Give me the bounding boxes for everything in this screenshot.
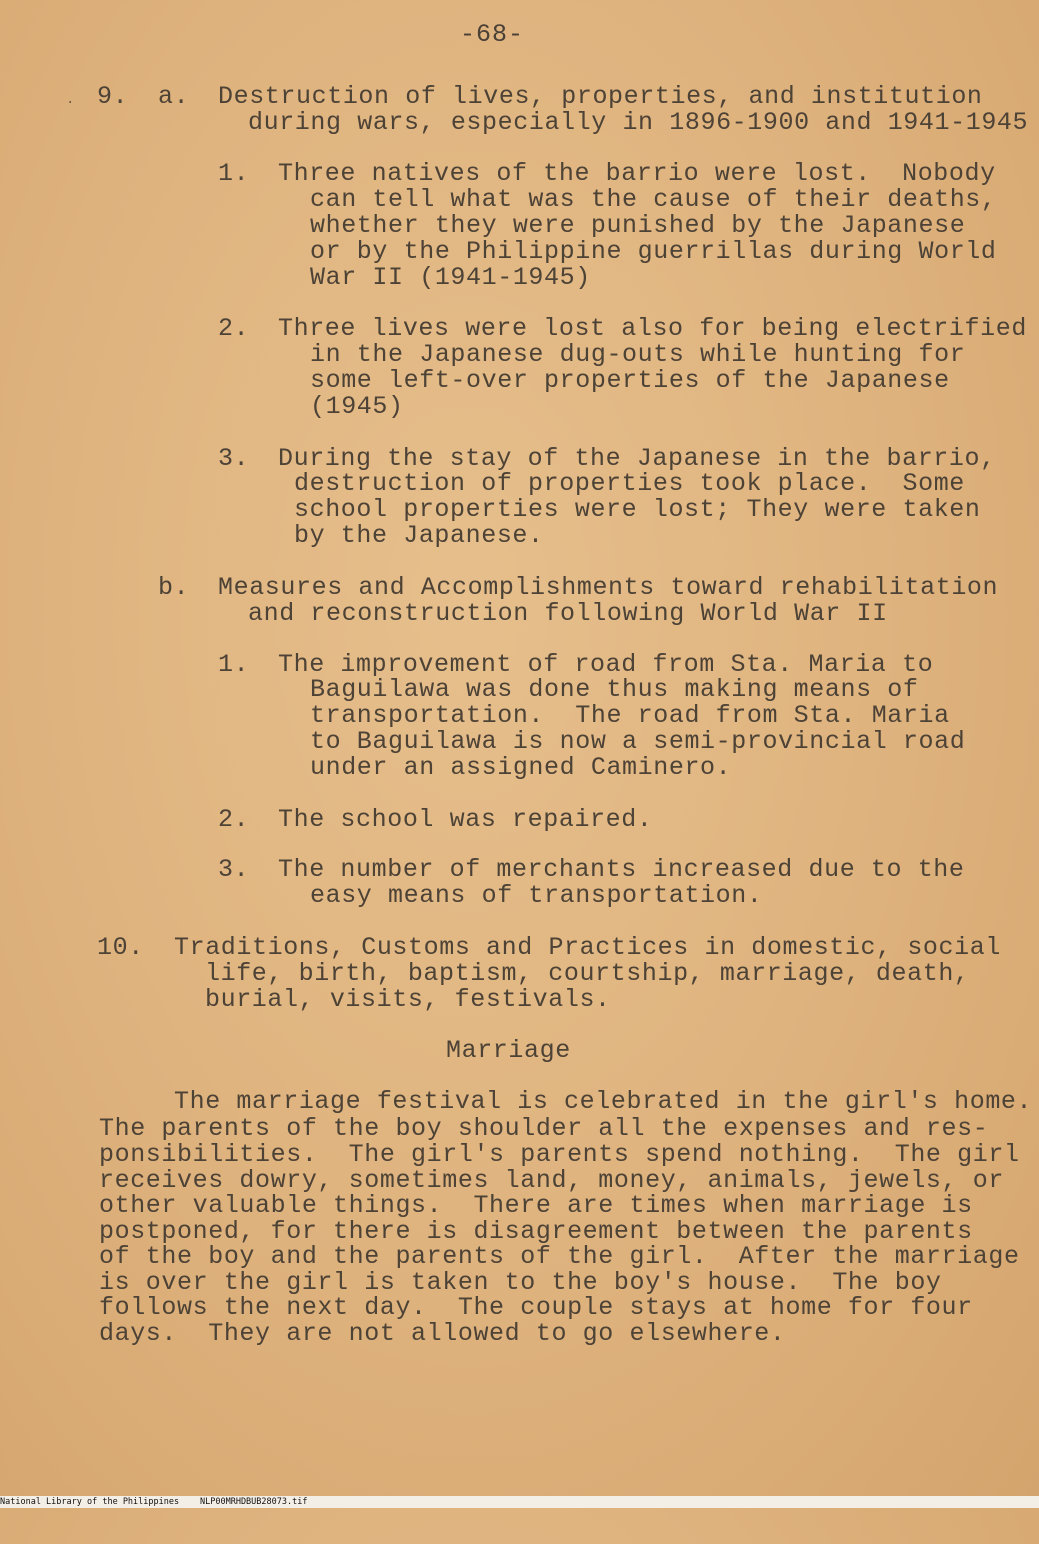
marriage-paragraph-line: is over the girl is taken to the boy's house. The boy [99,1268,942,1297]
item-9a-heading-line-2: during wars, especially in 1896-1900 and 1941-1945 [248,108,1029,137]
item-9a-3-line: by the Japanese. [294,521,544,550]
item-9b-1-line: transportation. The road from Sta. Maria [310,701,950,730]
item-9b-1-line: to Baguilawa is now a semi-provincial road [310,727,966,756]
scan-footer [0,1496,1039,1508]
item-9b-heading-line-2: and reconstruction following World War II [248,599,888,628]
item-9b-1-number: 1. [218,650,250,679]
item-9a-1-line: or by the Philippine guerrillas during World [310,237,997,266]
marriage-paragraph-line: receives dowry, sometimes land, money, animals, jewels, or [99,1166,1004,1195]
item-9a-3-line: destruction of properties took place. Some [294,469,965,498]
marriage-paragraph-line: other valuable things. There are times when marriage is [99,1191,973,1220]
item-10-line: Traditions, Customs and Practices in domestic, social [174,933,1001,962]
page-number: -68- [460,20,525,49]
item-9b-1-line: Baguilawa was done thus making means of [310,675,919,704]
footer-library: National Library of the Philippines [0,1497,180,1507]
item-9b-2-line: The school was repaired. [278,805,653,834]
item-9a-3-line: During the stay of the Japanese in the barrio, [278,444,996,473]
margin-mark: · [66,95,75,111]
item-9-number: 9. [97,82,129,111]
item-9b-heading-line-1: Measures and Accomplishments toward rehabilitation [218,573,999,602]
marriage-paragraph-line: The marriage festival is celebrated in the girl's home. [174,1087,1033,1116]
item-9a-2-number: 2. [218,314,250,343]
item-9a-label: a. [158,82,190,111]
item-9b-1-line: The improvement of road from Sta. Maria to [278,650,934,679]
item-10-line: life, birth, baptism, courtship, marriage, death, [205,959,970,988]
item-9b-3-line: easy means of transportation. [310,881,763,910]
marriage-paragraph-line: ponsibilities. The girl's parents spend nothing. The girl [99,1140,1020,1169]
item-9b-2-number: 2. [218,805,250,834]
item-9a-2-line: (1945) [310,392,404,421]
item-9a-1-line: whether they were punished by the Japanese [310,211,966,240]
marriage-paragraph-line: follows the next day. The couple stays at home for four [99,1293,973,1322]
item-9a-3-line: school properties were lost; They were taken [294,495,981,524]
item-9b-1-line: under an assigned Caminero. [310,753,732,782]
marriage-paragraph-line: The parents of the boy shoulder all the expenses and res- [99,1114,989,1143]
item-9a-1-line: War II (1941-1945) [310,263,591,292]
item-9b-label: b. [158,573,190,602]
marriage-paragraph-line: postponed, for there is disagreement between the parents [99,1217,973,1246]
item-9b-3-line: The number of merchants increased due to the [278,855,965,884]
marriage-paragraph-line: of the boy and the parents of the girl. After the marriage [99,1242,1020,1271]
item-9b-3-number: 3. [218,855,250,884]
item-9a-2-line: some left-over properties of the Japanese [310,366,950,395]
item-9a-2-line: in the Japanese dug-outs while hunting for [310,340,966,369]
item-9a-heading-line-1: Destruction of lives, properties, and institution [218,82,983,111]
section-title-marriage: Marriage [446,1036,571,1065]
item-9a-1-line: can tell what was the cause of their deaths, [310,185,997,214]
item-10-number: 10. [97,933,144,962]
item-9a-1-number: 1. [218,159,250,188]
footer-filename: NLP00MRHDBUB28073.tif [200,1497,308,1507]
marriage-paragraph-line: days. They are not allowed to go elsewhere. [99,1319,786,1348]
item-10-line: burial, visits, festivals. [205,985,611,1014]
item-9a-2-line: Three lives were lost also for being electrified [278,314,1027,343]
item-9a-1-line: Three natives of the barrio were lost. Nobody [278,159,996,188]
item-9a-3-number: 3. [218,444,250,473]
